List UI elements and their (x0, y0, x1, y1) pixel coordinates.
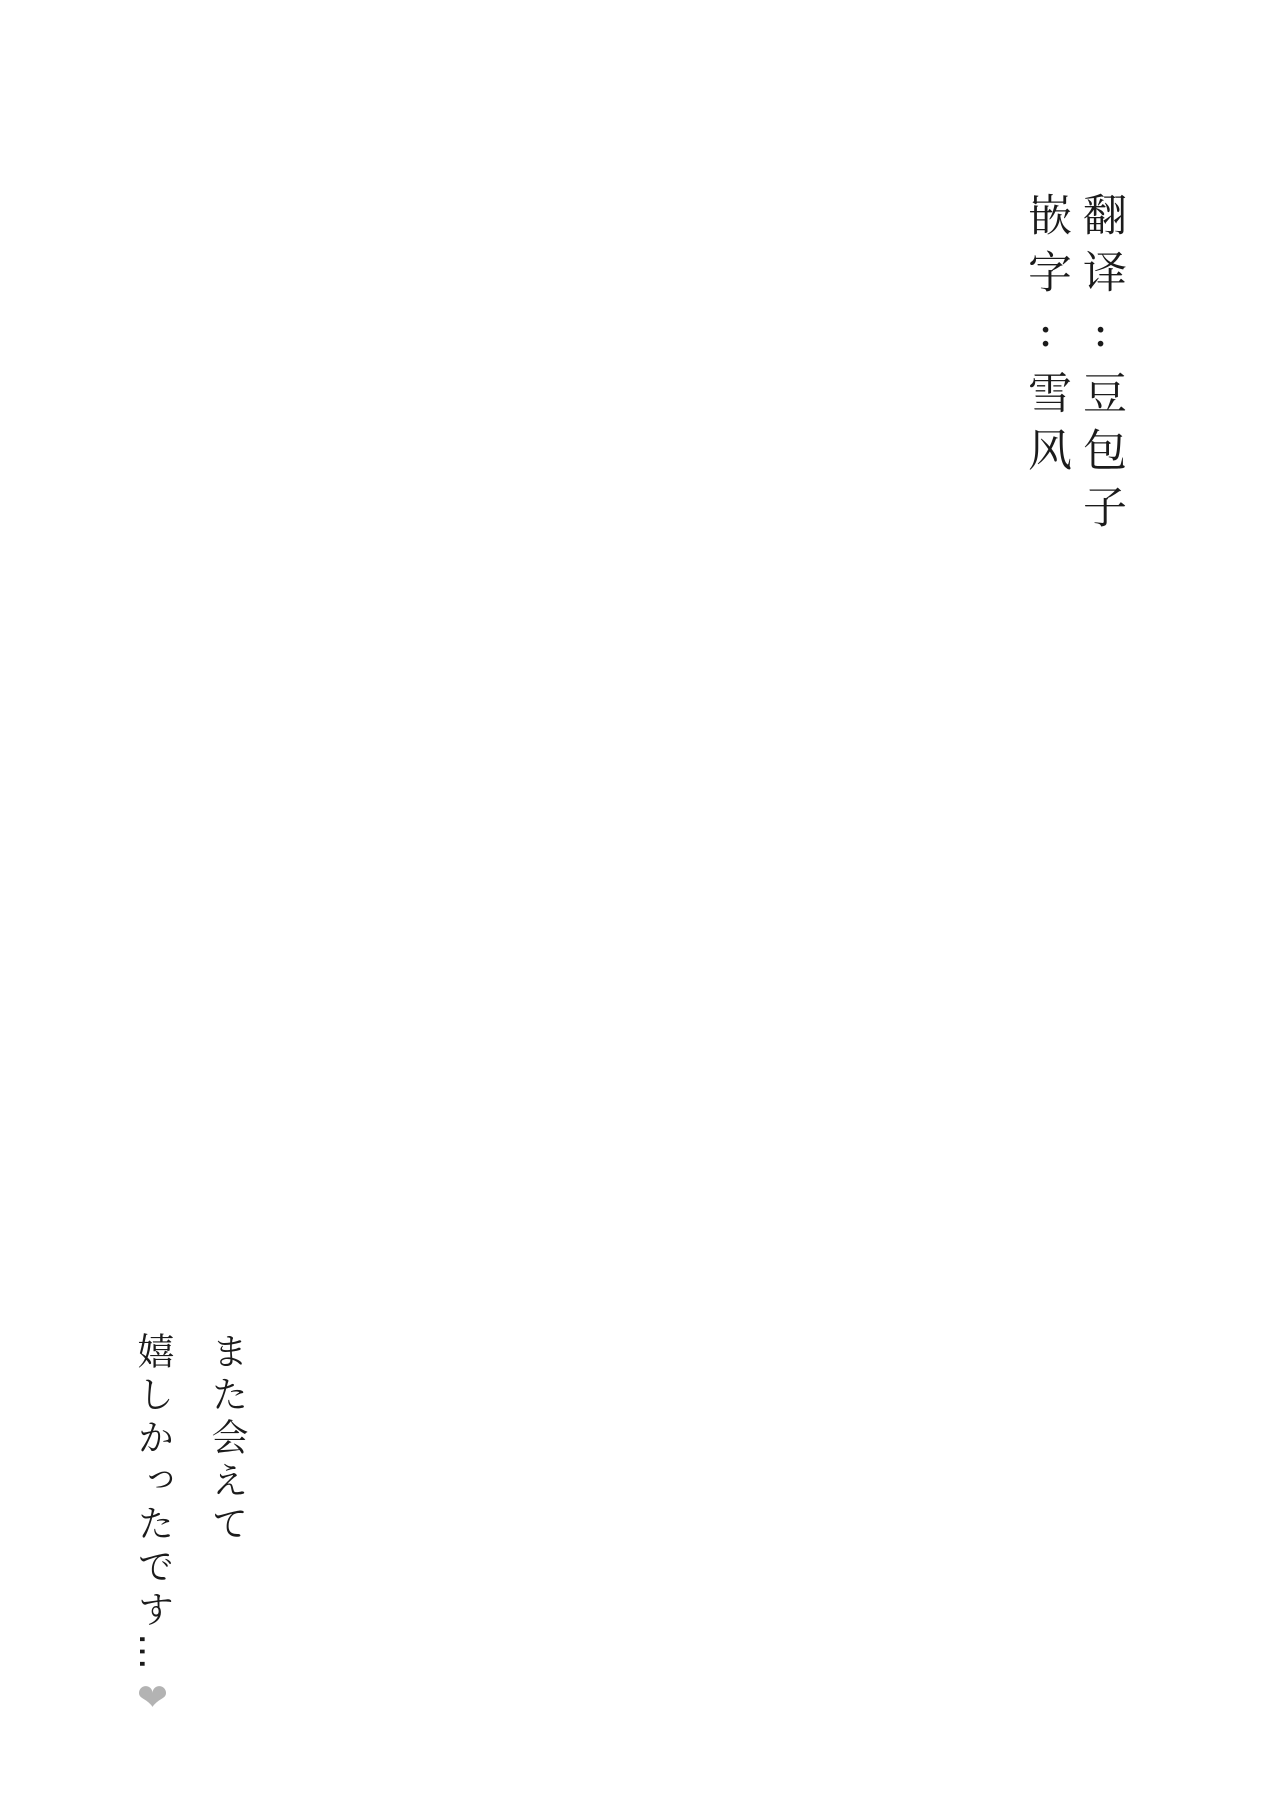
typesetter-credit: 嵌字:雪风 (1020, 192, 1071, 484)
credits-block (1018, 192, 1128, 541)
farewell-block (115, 1332, 263, 1725)
translator-credit: 翻译:豆包子 (1075, 192, 1126, 541)
farewell-line-2 (115, 1332, 189, 1725)
farewell-line-1: また会えて (205, 1332, 248, 1547)
heart-icon: ❤ (131, 1676, 174, 1725)
farewell-line-2-text: 嬉しかったです… (131, 1332, 174, 1676)
